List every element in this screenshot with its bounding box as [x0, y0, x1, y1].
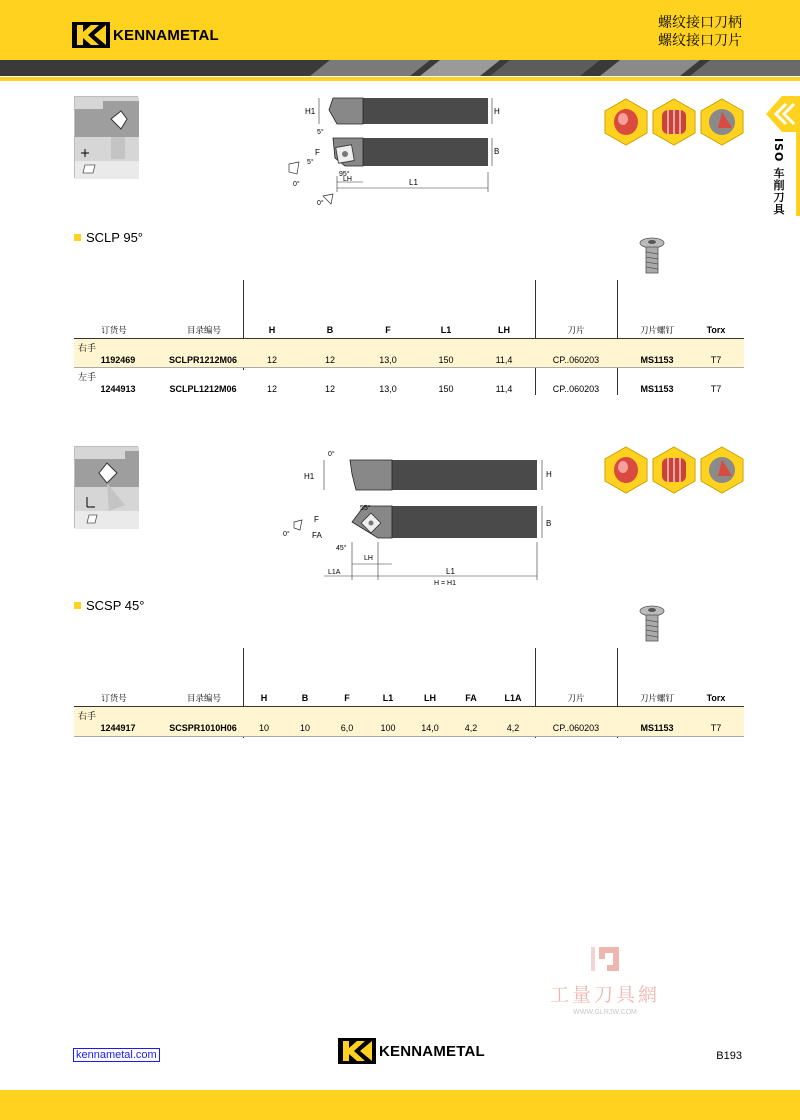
- col-f: F: [385, 325, 391, 335]
- side-tab-label: ISO 车削刀具: [772, 138, 785, 216]
- angle-0a: 0°: [293, 181, 300, 188]
- header-stripe: [0, 60, 800, 76]
- dim-h: H: [494, 107, 500, 116]
- table-cell: 14,0: [421, 723, 439, 733]
- scsp-section-title: [74, 598, 144, 613]
- table-cell: SCLPR1212M06: [168, 355, 238, 365]
- watermark: [535, 945, 675, 1016]
- col-order-no: 订货号: [101, 326, 127, 336]
- table-cell: CP..060203: [552, 384, 600, 394]
- sclp-section-title: [74, 230, 143, 245]
- dim-fa: FA: [312, 531, 322, 540]
- title-marker: [74, 234, 81, 241]
- application-icon: [75, 97, 139, 179]
- table-cell: T7: [710, 384, 722, 394]
- screw-icon: [638, 236, 666, 276]
- col-fa: FA: [465, 693, 477, 703]
- col-b: B: [326, 325, 334, 335]
- col-h: H: [260, 693, 268, 703]
- table-cell: 12: [266, 355, 277, 365]
- dim-l1: L1: [446, 567, 455, 576]
- website-link[interactable]: kennametal.com: [73, 1048, 160, 1062]
- threading-material-icon: [652, 98, 696, 146]
- col-l1: L1: [440, 325, 452, 335]
- table-cell: MS1153: [640, 384, 674, 394]
- page-number: B193: [716, 1050, 742, 1062]
- hand-right: 右手: [78, 344, 97, 354]
- angle-0b: 0°: [317, 200, 324, 207]
- kennametal-logo: [72, 22, 219, 48]
- col-lh: LH: [424, 693, 436, 703]
- table-cell: 4,2: [506, 723, 520, 733]
- dim-h1: H1: [304, 472, 315, 481]
- col-insert: 刀片: [567, 326, 585, 336]
- table-cell: 4,2: [464, 723, 478, 733]
- hand-left: 左手: [78, 373, 97, 383]
- dim-b: B: [546, 519, 552, 528]
- table-cell: SCLPL1212M06: [169, 384, 237, 394]
- kennametal-k-icon: [72, 22, 110, 48]
- dim-b: B: [494, 147, 500, 156]
- table-cell: 12: [266, 384, 277, 394]
- col-catalog-no: 目录编号: [186, 326, 221, 336]
- table-cell: 1244913: [100, 384, 136, 394]
- dim-h: H: [546, 470, 552, 479]
- screw-icon: [638, 604, 666, 644]
- scsp-table: [74, 648, 744, 740]
- table-cell: 150: [438, 355, 454, 365]
- col-insert-screw: 刀片螺钉: [639, 326, 674, 336]
- angle-5b: 5°: [307, 159, 314, 166]
- col-insert: 刀片: [567, 694, 585, 704]
- title-line-1: 螺纹接口刀柄: [658, 15, 742, 31]
- sclp-tool-drawing: [285, 92, 510, 212]
- title-line-2: 螺纹接口刀片: [658, 33, 742, 49]
- scsp-application-thumbnail: [74, 446, 138, 528]
- angle-95: 95°: [339, 171, 350, 178]
- scsp-tool-drawing: [280, 444, 555, 589]
- angle-0-side: 0°: [283, 531, 290, 538]
- table-cell: CP..060203: [552, 355, 600, 365]
- dim-lh: LH: [343, 176, 352, 183]
- col-l1a: L1A: [504, 693, 522, 703]
- table-cell: 10: [258, 723, 269, 733]
- watermark-text: 工量刀具網: [549, 984, 660, 1006]
- threading-material-icon: [652, 446, 696, 494]
- dim-l1: L1: [409, 178, 418, 187]
- title-marker: [74, 602, 81, 609]
- sclp-title-text: SCLP 95°: [86, 230, 143, 245]
- footer-brand-name: KENNAMETAL: [379, 1042, 485, 1060]
- table-cell: SCSPR1010H06: [169, 723, 237, 733]
- footer-logo: [338, 1038, 485, 1064]
- col-torx: Torx: [706, 693, 726, 703]
- table-cell: MS1153: [640, 723, 674, 733]
- col-lh: LH: [498, 325, 510, 335]
- table-cell: 150: [438, 384, 454, 394]
- bore-material-icon: [700, 446, 744, 494]
- col-insert-screw: 刀片螺钉: [639, 694, 674, 704]
- table-cell: 100: [380, 723, 396, 733]
- dim-h1: H1: [305, 107, 316, 116]
- dim-l1a: L1A: [328, 569, 341, 576]
- col-f: F: [344, 693, 350, 703]
- header-yellow-line: [0, 77, 800, 81]
- table-cell: 6,0: [340, 723, 354, 733]
- sclp-material-icons: [604, 98, 744, 146]
- table-cell: MS1153: [640, 355, 674, 365]
- brand-name: KENNAMETAL: [113, 26, 219, 44]
- sclp-table: [74, 280, 744, 400]
- table-cell: 1244917: [100, 723, 136, 733]
- scsp-material-icons: [604, 446, 744, 494]
- dim-f: F: [315, 148, 320, 157]
- table-cell: 10: [299, 723, 310, 733]
- table-cell: T7: [710, 355, 722, 365]
- kennametal-k-icon: [338, 1038, 376, 1064]
- steel-material-icon: [604, 446, 648, 494]
- dim-f: F: [314, 515, 319, 524]
- page-title: [658, 14, 742, 50]
- angle-45: 45°: [336, 545, 347, 552]
- table-cell: 12: [324, 384, 335, 394]
- col-catalog-no: 目录编号: [186, 694, 221, 704]
- table-cell: 11,4: [495, 355, 513, 365]
- table-cell: CP..060203: [552, 723, 600, 733]
- table-cell: T7: [710, 723, 722, 733]
- table-cell: 13,0: [379, 355, 397, 365]
- watermark-logo-icon: [585, 945, 625, 975]
- col-h: H: [268, 325, 276, 335]
- hand-right: 右手: [78, 712, 97, 722]
- angle-55: 55°: [360, 505, 371, 512]
- col-torx: Torx: [706, 325, 726, 335]
- col-order-no: 订货号: [101, 694, 127, 704]
- sclp-application-thumbnail: [74, 96, 138, 178]
- dim-lh: LH: [364, 555, 373, 562]
- angle-0-top: 0°: [328, 451, 335, 458]
- col-b: B: [301, 693, 309, 703]
- footer-band: [0, 1090, 800, 1120]
- bore-material-icon: [700, 98, 744, 146]
- scsp-title-text: SCSP 45°: [86, 598, 145, 613]
- table-cell: 13,0: [379, 384, 397, 394]
- table-cell: 12: [324, 355, 335, 365]
- dim-h-eq-h1: H = H1: [434, 580, 456, 587]
- col-l1: L1: [382, 693, 394, 703]
- table-cell: 11,4: [495, 384, 513, 394]
- watermark-url: WWW.GLRJW.COM: [573, 1009, 637, 1016]
- steel-material-icon: [604, 98, 648, 146]
- angle-5a: 5°: [317, 129, 324, 136]
- table-cell: 1192469: [100, 355, 136, 365]
- application-icon: [75, 447, 139, 529]
